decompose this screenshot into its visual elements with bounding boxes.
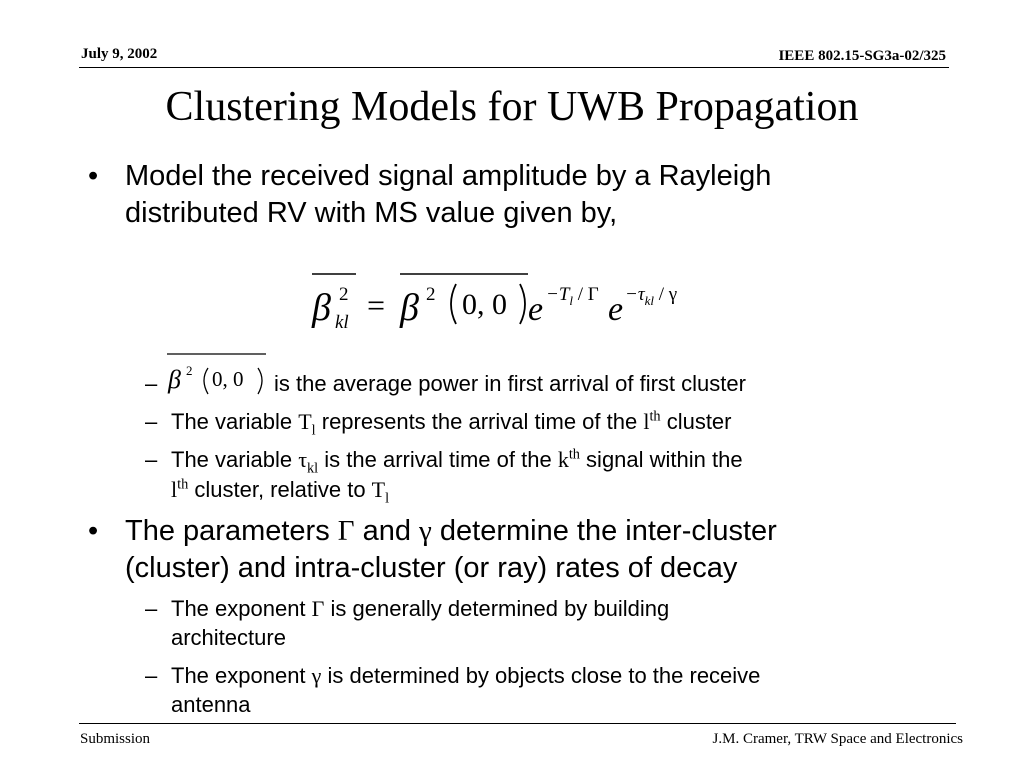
sub-item-4-pre: The exponent [171,596,312,621]
footer-submission: Submission [80,731,151,747]
left-paren [451,284,456,324]
lhs-superscript: 2 [339,284,349,305]
header-divider [79,67,949,68]
bullet-2-and: and [354,515,420,547]
rhs-beta-symbol: β [400,287,419,329]
superscript-th: th [177,476,189,493]
symbol-gamma: γ [311,663,322,688]
dash-marker: – [145,663,158,688]
superscript-th: th [568,446,580,463]
exp2-base: e [608,291,624,328]
equals-sign: = [367,287,386,323]
sub-item-4-post: is generally determined by building [324,596,670,621]
symbol-T: T [298,409,312,434]
sub-item-4-line-2: architecture [171,625,286,650]
symbol-l: l [171,477,178,502]
term-left-paren [204,368,208,394]
slide-title: Clustering Models for UWB Propagation [165,84,859,130]
sub-item-2-post: cluster [660,409,732,434]
right-paren [520,284,525,324]
bullet-2-pre: The parameters [125,515,338,547]
symbol-gamma: γ [419,515,432,547]
sub-item-average-power-text: is the average power in first arrival of first cluster [274,371,746,396]
bullet-1-line-2: distributed RV with MS value given by, [125,197,618,229]
term-superscript: 2 [186,363,193,378]
exp1-power: $-T_l / \Gamma$ [546,284,599,308]
header-date: July 9, 2002 [81,46,158,62]
footer-author: J.M. Cramer, TRW Space and Electronics [712,731,963,747]
lhs-beta-symbol: β [312,287,331,329]
exp2-power: $-\tau_{kl} / \gamma$ [625,284,678,308]
sub-item-5-pre: The exponent [171,663,312,688]
term-right-paren [258,368,262,394]
bullet-marker: • [88,160,99,192]
ms-value-equation [300,262,720,342]
sub-item-2-mid: represents the arrival time of the [315,409,644,434]
bullet-2-line-2: (cluster) and intra-cluster (or ray) rates of decay [125,552,738,584]
exp1-base: e [528,291,544,328]
dash-marker: – [145,371,158,396]
term-arguments: 0, 0 [212,367,244,391]
symbol-Gamma: Γ [337,515,355,547]
sub-item-average-power-text-wrap [274,369,746,398]
sub-item-3-post: signal within the [579,447,743,472]
symbol-k: k [557,447,569,472]
header-document-id: IEEE 802.15-SG3a-02/325 [778,48,946,64]
symbol-tau: τ [298,447,308,472]
sub-item-2-pre: The variable [171,409,299,434]
term-beta-symbol: β [168,365,181,394]
beta-zero-zero-term [164,348,274,398]
symbol-l: l [643,409,650,434]
subscript-l: l [311,422,316,439]
sub-item-5-post: is determined by objects close to the receive [321,663,761,688]
symbol-T: T [371,477,386,502]
bullet-marker: • [88,515,99,547]
superscript-th: th [649,408,661,425]
dash-marker: – [145,596,158,621]
dash-marker: – [145,447,158,472]
bullet-2-post: determine the inter-cluster [431,515,777,547]
subscript-kl: kl [307,460,319,477]
sub-item-5-line-2: antenna [171,692,251,717]
lhs-subscript: kl [335,312,349,333]
sub-item-3-line2-mid: cluster, relative to [188,477,372,502]
sub-item-3-pre: The variable [171,447,299,472]
rhs-superscript: 2 [426,284,436,305]
dash-marker: – [145,409,158,434]
symbol-Gamma: Γ [311,596,325,621]
subscript-l: l [385,490,390,507]
bullet-1-line-1: Model the received signal amplitude by a Rayleigh [125,160,772,192]
rhs-arguments: 0, 0 [462,288,507,321]
footer-divider [79,723,956,724]
sub-item-3-mid: is the arrival time of the [318,447,558,472]
